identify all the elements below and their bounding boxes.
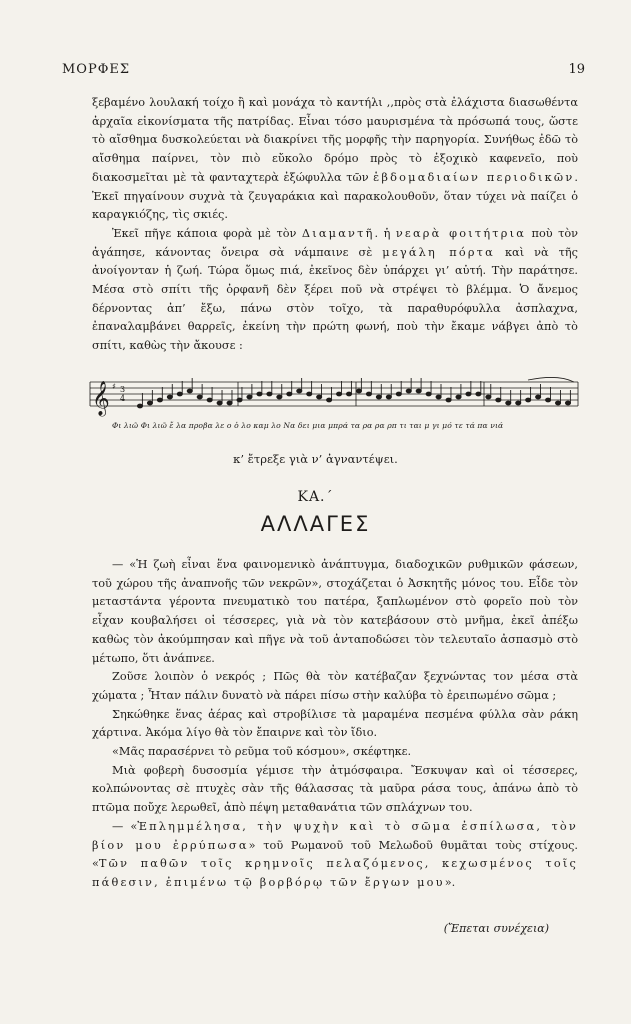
note-head	[147, 401, 152, 405]
note-head	[287, 392, 292, 396]
note-head	[426, 392, 431, 396]
note-head	[267, 392, 272, 396]
note-head	[247, 395, 252, 399]
note-head	[376, 395, 381, 399]
journal-name: ΜΟΡΦΕΣ	[62, 62, 131, 77]
note-head	[277, 395, 282, 399]
intro-text	[92, 94, 578, 356]
note-head	[177, 392, 182, 396]
note-head	[346, 392, 351, 396]
sharp-sign-icon: ♯	[112, 382, 116, 391]
note-head	[217, 401, 222, 405]
note-head	[486, 395, 491, 399]
note-head	[366, 392, 371, 396]
intro-paragraph-2-start: Ἐκεῖ πῆγε κάποια φορὰ μὲ τὸν	[112, 226, 297, 240]
note-head	[297, 389, 302, 393]
note-head	[137, 404, 142, 408]
svg-text:4: 4	[120, 394, 126, 403]
note-head	[386, 395, 391, 399]
note-head	[257, 392, 262, 396]
note-head	[476, 392, 481, 396]
note-head	[536, 395, 541, 399]
romanos-quote-2-spaced: Τῶν παθῶν τοῖς κρημνοῖς πελαζόμενος, κεχωσμένος τοῖς πάθεσιν, ἐπιμένω τῷ βορβόρῳ τῶν ἔργων μου	[92, 857, 578, 889]
chapter-number: ΚΑ.΄	[297, 489, 334, 505]
note-head	[565, 401, 570, 405]
after-music-line: κ’ ἔτρεξε γιὰ ν’ ἀγναντέψει.	[233, 452, 398, 466]
page-number: 19	[568, 62, 585, 77]
music-notes	[137, 378, 570, 408]
note-head	[317, 395, 322, 399]
note-head	[466, 392, 471, 396]
romanos-quote-1-spaced: Ἐπλημμέλησα, τὴν ψυχὴν καὶ τὸ σῶμα ἐσπίλωσα, τὸν βίον μου ἐρρύπωσα	[92, 819, 578, 852]
note-head	[227, 401, 232, 405]
chapter-paragraph-6	[92, 818, 578, 893]
note-head	[506, 401, 511, 405]
intro-paragraph-2-mid-2: ποὺ τὸν ἀγάπησε, κάνοντας ὄνειρα σὰ νάμπαινε σὲ	[92, 226, 578, 259]
note-head	[545, 398, 550, 402]
to-be-continued: (Ἔπεται συνέχεια)	[443, 922, 549, 935]
chapter-paragraph-5: Μιὰ φοβερὴ δυσοσμία γέμισε τὴν ἀτμόσφαιρα. Ἔσκυψαν καὶ οἱ τέσσερες, κολπώνοντας σὲ πτυχὲς σὰν τῆς θάλασσας τὰ μαῦρα ράσα τους, ἀπάνω ἀπὸ τὸ πτῶμα ποὔχε λερωθεῖ, ἀπὸ πέψη μεταθανάτια τῶν σπλάχνων του.	[92, 763, 578, 815]
diamantis-name-spaced: Διαμαντῆ	[301, 226, 375, 240]
note-head	[555, 401, 560, 405]
chapter-paragraph-4: «Μᾶς παρασέρνει τὸ ρεῦμα τοῦ κόσμου», σκέφτηκε.	[112, 745, 412, 759]
treble-clef-icon: 𝄞	[92, 381, 110, 416]
note-head	[396, 392, 401, 396]
running-head	[62, 62, 585, 80]
chapter-title: ΑΛΛΑΓΕΣ	[260, 512, 371, 536]
note-head	[526, 398, 531, 402]
intro-paragraph-1-text: ξεβαμένο λουλακή τοίχο ἢ καὶ μονάχα τὸ καντήλι ,,πρὸς στὰ ἐλάχιστα διασωθέντα ἀρχαῖα εἰκονίσματα τῆς πατρίδας. Εἶναι τόσο μαυρισμένα τὰ πρόσωπά τους, ὥστε τὸ αἴσθημα δυσκολεύεται νὰ διακρίνει τῆς μορφῆς τὴν παρηγορία. Συνήθως ἐδῶ τὸ αἴσθημα παίρνει, τὸν πιὸ εὔκολο δρόμο πρὸς τὸ ἐξοχικὸ καφενεῖο, ποὺ διακοσμεῖται μὲ τὰ φανταχτερὰ ἐξώφυλλα τῶν	[92, 96, 578, 184]
chapter-paragraph-2: Ζοῦσε λοιπὸν ὁ νεκρός ; Πῶς θὰ τὸν κατέβαζαν ξεχνώντας τον μέσα στὰ χώματα ; Ἦταν πάλιν δυνατὸ νὰ πάρει πίσω στὴν καλύβα τὸ ἐρειπωμένο σῶμα ;	[92, 670, 578, 702]
chapter-paragraph-1: — «Ἡ ζωὴ εἶναι ἕνα φαινομενικὸ ἀνάπτυγμα, διαδοχικῶν ρυθμικῶν φάσεων, τοῦ χώρου τῆς ἀναπνοῆς τῶν νεκρῶν», στοχάζεται ὁ Ἀσκητῆς μόνος του. Εἶδε τὸν μεταστάντα γέροντα πνευματικὸ του πατέρα, ξαπλωμένον στὸ φορεῖο ποὺ τὸν εἶχαν κουβαλήσει οἱ τέσσερες, γιὰ νὰ τὸν κατεβάσουν στὸ μνῆμα, ἐκεῖ ἀπέξω καθὼς τὸν ἀκούμπησαν καὶ πῆγε νὰ τοῦ ἀνταποδώσει τὸν τελευταῖο ἀσπασμὸ στὸ μέτωπο, ὅτι ἀνάπνεε.	[92, 558, 578, 665]
tie-arc-icon	[528, 377, 574, 382]
music-staff	[88, 372, 580, 420]
chapter-paragraph-6-end: ».	[444, 875, 456, 889]
note-head	[406, 389, 411, 393]
intro-paragraph-2	[92, 225, 578, 356]
note-head	[516, 401, 521, 405]
note-head	[187, 389, 192, 393]
intro-paragraph-2-mid-1: . ἡ	[374, 226, 391, 240]
note-head	[167, 395, 172, 399]
chapter-text	[92, 556, 578, 893]
note-head	[496, 398, 501, 402]
note-head	[237, 398, 242, 402]
intro-periodicals-spaced: ἑβδομαδιαίων περιοδικῶν	[373, 170, 575, 184]
note-head	[336, 392, 341, 396]
intro-paragraph-2-end: καὶ νὰ τῆς ἀνοίγονταν ἡ ζωή. Τώρα ὅμως πιά, ἐκεῖνος δὲν ὑπάρχει γι’ αὐτή. Τὴν παράτησε. Μέσα στὸ σπίτι τῆς ὀρφανῆ δὲν ξέρει ποῦ νὰ στρέψει τὸ βλέμμα. Ὁ ἄνεμος δέρνοντας ἀπ’ ἔξω, πάνω στὸν τοῖχο, τὰ παραθυρόφυλλα ἀσπλαχνα, ἐπαναλαμβάνει θαρρεῖς, ἐκείνη τὴν πρώτη φωνή, ποὺ τὴν ἔκαμε νάβγει ἀπὸ τὸ σπίτι, καθὼς τὴν ἄκουσε :	[92, 245, 578, 353]
chapter-paragraph-6-start: — «	[112, 819, 138, 833]
chapter-paragraph-6-mid: » τοῦ Ρωμανοῦ τοῦ Μελωδοῦ θυμᾶται τοὺς στίχους. «	[92, 838, 578, 871]
note-head	[197, 395, 202, 399]
note-head	[307, 392, 312, 396]
intro-paragraph-1-end: . Ἐκεῖ πηγαίνουν συχνὰ τὰ ζευγαράκια καὶ παρακολουθοῦν, ὅταν τύχει νὰ παίζει ὁ καραγκιόζης, τὶς σκιές.	[92, 170, 578, 222]
note-head	[356, 389, 361, 393]
big-door-spaced: μεγάλη πόρτα	[382, 245, 495, 259]
note-head	[446, 398, 451, 402]
intro-paragraph-1	[92, 94, 578, 225]
time-signature-icon: 3	[120, 385, 126, 394]
student-spaced: νεαρὰ φοιτήτρια	[395, 226, 527, 240]
note-head	[207, 398, 212, 402]
note-head	[456, 395, 461, 399]
song-lyrics: Φι λιῶ Φι λιῶ ἔ λα προβα λε ο ὁ λο καμ λο Να δει μια μπρά τα ρα ρα ρπ τι ται μ γι μό τε τά πα νιά	[112, 421, 504, 430]
chapter-paragraph-3: Σηκώθηκε ἕνας ἀέρας καὶ στροβίλισε τὰ μαραμένα πεσμένα φύλλα σὰν ράκη χάρτινα. Ἀκόμα λίγο θὰ τὸν ἔπαιρνε καὶ τὸν ἴδιο.	[92, 707, 578, 740]
note-head	[157, 398, 162, 402]
note-head	[327, 398, 332, 402]
note-head	[436, 395, 441, 399]
note-head	[416, 389, 421, 393]
